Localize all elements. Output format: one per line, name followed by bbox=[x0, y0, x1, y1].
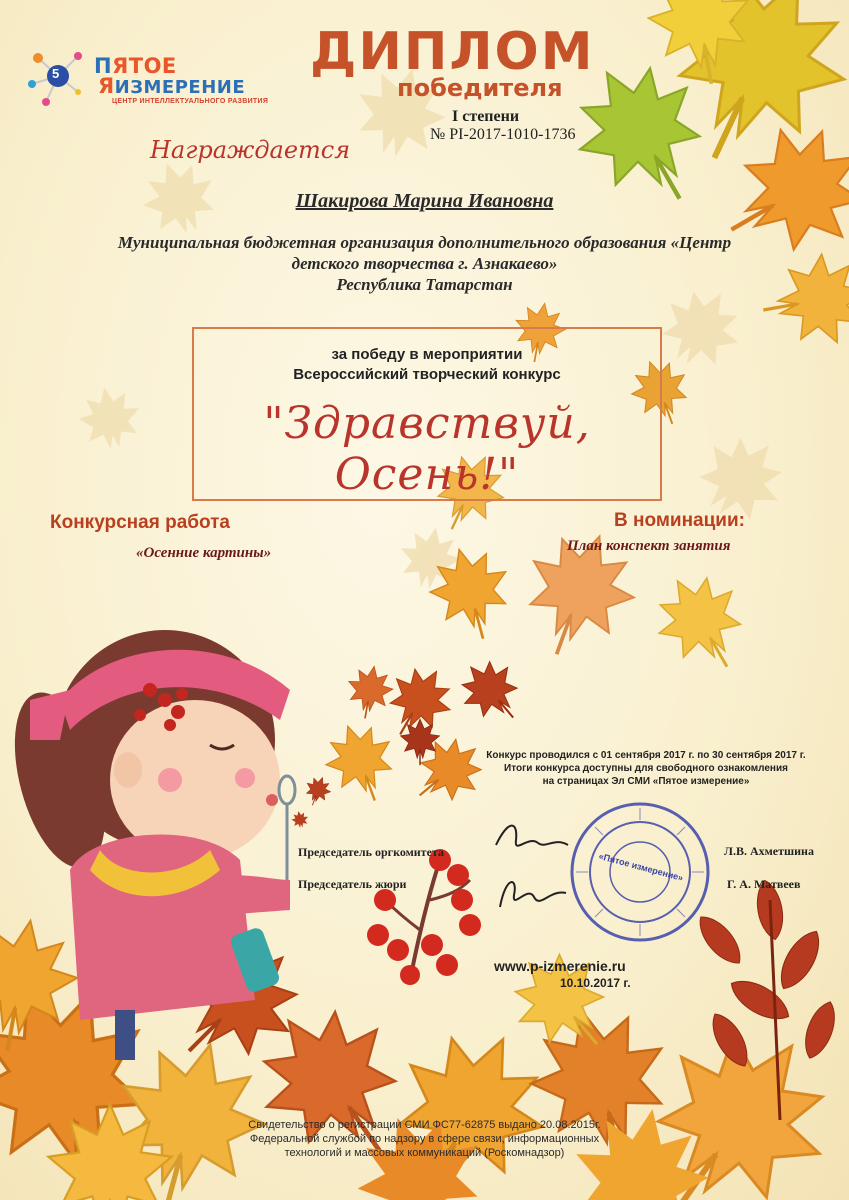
event-name: "Здравствуй, Осень!" bbox=[263, 398, 591, 500]
contest-info-line2: Итоги конкурса доступны для свободного ознакомления bbox=[504, 763, 788, 774]
logo-wordmark bbox=[94, 54, 268, 105]
chair-org-name: Л.В. Ахметшина bbox=[724, 844, 814, 858]
contest-info-line1: Конкурс проводился с 01 сентября 2017 г. по 30 сентября 2017 г. bbox=[486, 750, 806, 761]
diploma-degree: I степени bbox=[452, 108, 520, 125]
recipient-name-wrap bbox=[0, 190, 849, 213]
stamp-center-text: «Пятое измерение» bbox=[597, 850, 685, 884]
logo-name-part4: ИЗМЕРЕНИЕ bbox=[114, 77, 246, 98]
footer-line2: Федеральной службой по надзору в сфере связи, информационных bbox=[249, 1133, 600, 1145]
event-text bbox=[192, 345, 662, 385]
logo-name-line2 bbox=[98, 74, 268, 98]
chair-org-label: Председатель оргкомитета bbox=[298, 845, 444, 859]
handwritten-signatures bbox=[488, 815, 578, 925]
logo-badge: 5 bbox=[52, 66, 60, 81]
work-value: «Осенние картины» bbox=[136, 545, 272, 561]
contest-info bbox=[470, 749, 822, 788]
org-line3: Республика Татарстан bbox=[336, 275, 513, 294]
chair-jury-label: Председатель жюри bbox=[298, 877, 407, 891]
footer-line1: Свидетельство о регистрации СМИ ФС77-62875 выдано 20.08.2015г. bbox=[248, 1119, 601, 1131]
logo-molecule bbox=[24, 44, 88, 108]
logo-subtitle: ЦЕНТР ИНТЕЛЛЕКТУАЛЬНОГО РАЗВИТИЯ bbox=[112, 98, 269, 105]
diploma-number: № PI-2017-1010-1736 bbox=[430, 126, 576, 143]
footer-registration bbox=[100, 1118, 749, 1160]
diploma-title: ДИПЛОМ bbox=[310, 22, 595, 82]
recipient-name: Шакирова Марина Ивановна bbox=[295, 190, 554, 212]
chair-jury-name: Г. А. Матвеев bbox=[727, 877, 801, 891]
contest-info-line3: на страницах Эл СМИ «Пятое измерение» bbox=[542, 776, 750, 787]
org-line1: Муниципальная бюджетная организация дополнительного образования «Центр bbox=[117, 233, 732, 252]
awarded-label: Награждается bbox=[150, 136, 351, 164]
site-url: www.p-izmerenie.ru bbox=[494, 958, 626, 974]
logo-name-part1: П bbox=[94, 54, 113, 78]
work-label: Конкурсная работа bbox=[50, 512, 230, 533]
site-date: 10.10.2017 г. bbox=[560, 976, 631, 990]
diploma-subtitle: победителя bbox=[397, 74, 563, 102]
logo-name-part3: Я bbox=[98, 74, 115, 98]
logo-name-part2: ЯТОЕ bbox=[112, 54, 177, 78]
organization bbox=[30, 232, 819, 295]
org-line2: детского творчества г. Азнакаево» bbox=[291, 254, 558, 273]
berry-branch-illustration bbox=[367, 849, 481, 985]
event-line1: за победу в мероприятии bbox=[331, 346, 523, 363]
nomination-label: В номинации: bbox=[614, 510, 745, 531]
nomination-value: План конспект занятия bbox=[567, 538, 731, 554]
footer-line3: технологий и массовых коммуникаций (Роскомнадзор) bbox=[284, 1147, 565, 1159]
event-line2: Всероссийский творческий конкурс bbox=[293, 366, 561, 383]
